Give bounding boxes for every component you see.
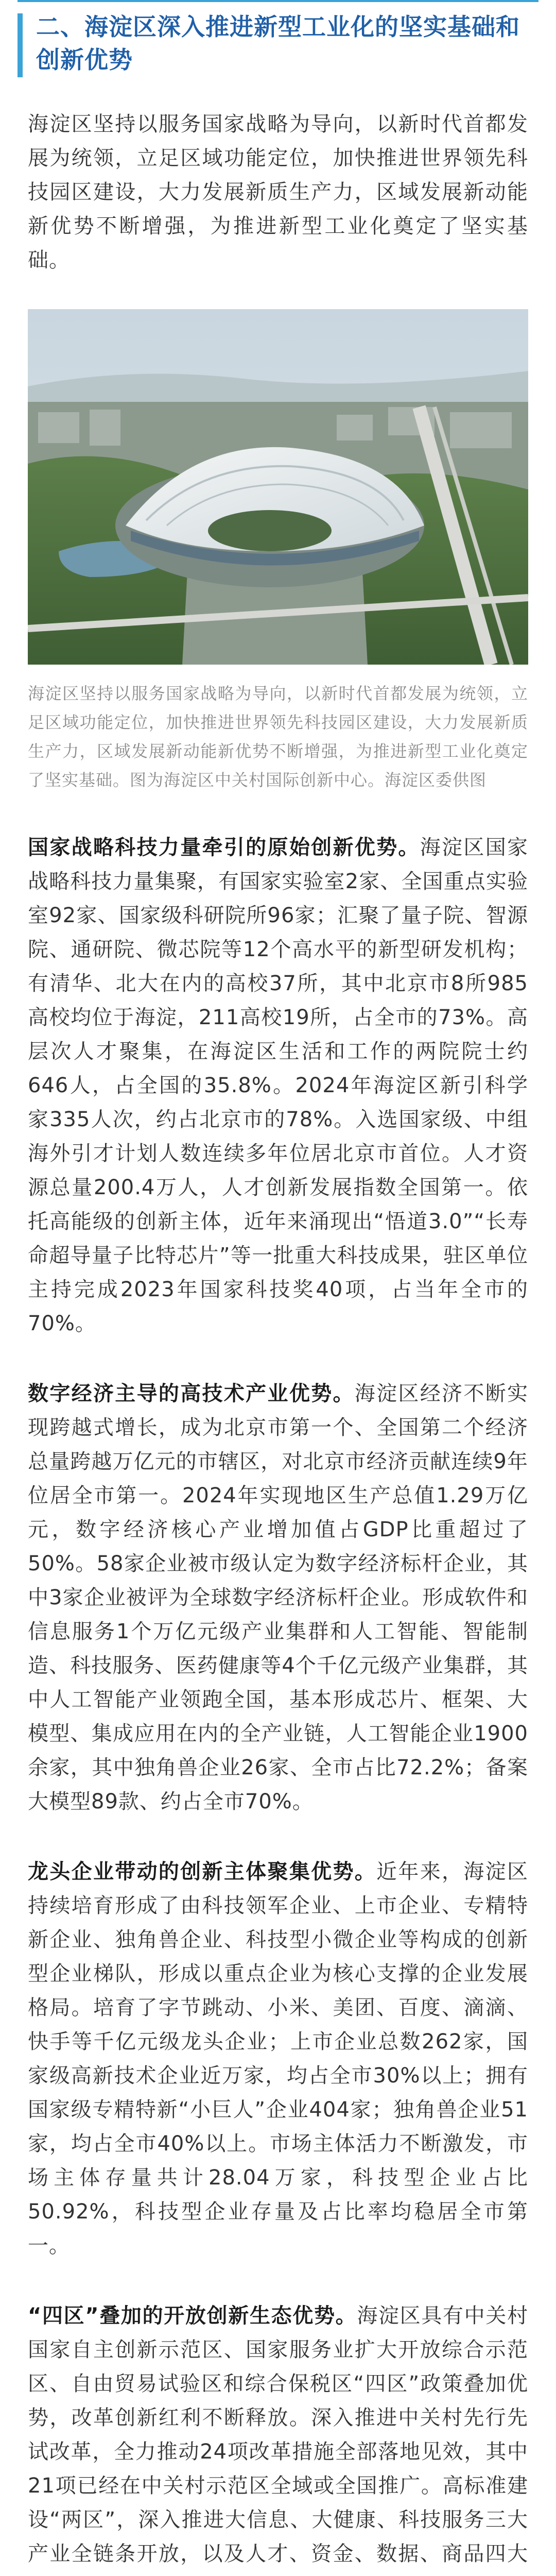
paragraph-body: 海淀区具有中关村国家自主创新示范区、国家服务业扩大开放综合示范区、自由贸易试验区和综合保税区“四区”政策叠加优势，改革创新红利不断释放。深入推进中关村先行先试改革，全力推动24项改革措施全部落地见效，其中21项已经在中关村示范区全域或全国推广。高标准建设“两区”，深入推进大信息、大健康、科技服务三大产业全链条开放，以及人才、资金、数据、商品四大 xyxy=(28,2304,529,2566)
section-accent-bar xyxy=(18,13,23,77)
paragraph-open-innovation xyxy=(28,2299,528,2576)
paragraph-lead: 龙头企业带动的创新主体聚集优势。 xyxy=(28,1860,377,1884)
photo-caption: 海淀区坚持以服务国家战略为导向，以新时代首都发展为统领，立足区域功能定位，加快推进世界领先科技园区建设，大力发展新质生产力，区域发展新动能新优势不断增强，为推进新型工业化奠定了坚实基础。图为海淀区中关村国际创新中心。海淀区委供图 xyxy=(28,684,528,790)
paragraph-lead: 数字经济主导的高技术产业优势。 xyxy=(28,1382,355,1405)
paragraph-original-innovation xyxy=(28,831,528,1341)
paragraph-digital-economy xyxy=(28,1377,528,1819)
aerial-photo-illustration xyxy=(28,309,528,665)
section-title: 二、海淀区深入推进新型工业化的坚实基础和创新优势 xyxy=(36,13,520,74)
paragraph-lead: “四区”叠加的开放创新生态优势。 xyxy=(28,2304,357,2328)
intro-paragraph: 海淀区坚持以服务国家战略为导向，以新时代首都发展为统领，立足区域功能定位，加快推进世界领先科技园区建设，大力发展新质生产力，区域发展新动能新优势不断增强，为推进新型工业化奠定了坚实基础。 xyxy=(28,112,528,272)
paragraph-body: 近年来，海淀区持续培育形成了由科技领军企业、上市企业、专精特新企业、独角兽企业、科技型小微企业等构成的创新型企业梯队，形成以重点企业为核心支撑的企业发展格局。培育了字节跳动、小米、美团、百度、滴滴、快手等千亿元级龙头企业；上市企业总数262家，国家级高新技术企业近万家，均占全市30%以上；拥有国家级专精特新“小巨人”企业404家；独角兽企业51家，均占全市40%以上。市场主体活力不断激发，市场主体存量共计28.04万家，科技型企业占比50.92%，科技型企业存量及占比率均稳居全市第一。 xyxy=(28,1860,529,2258)
photo-zhongguancun-innovation-center xyxy=(28,309,528,665)
paragraph-body: 海淀区经济不断实现跨越式增长，成为北京市第一个、全国第二个经济总量跨越万亿元的市辖区，对北京市经济贡献连续9年位居全市第一。2024年实现地区生产总值1.29万亿元，数字经济核心产业增加值占GDP比重超过了50%。58家企业被市级认定为数字经济标杆企业，其中3家企业被评为全球数字经济标杆企业。形成软件和信息服务1个万亿元级产业集群和人工智能、智能制造、科技服务、医药健康等4个千亿元级产业集群，其中人工智能产业领跑全国，基本形成芯片、框架、大模型、集成应用在内的全产业链，人工智能企业1900余家，其中独角兽企业26家、全市占比72.2%；备案大模型89款、约占全市70%。 xyxy=(28,1382,529,1814)
paragraph-lead: 国家战略科技力量牵引的原始创新优势。 xyxy=(28,836,420,859)
section-header xyxy=(0,2,556,87)
paragraph-leading-enterprises xyxy=(28,1855,528,2263)
paragraph-body: 海淀区国家战略科技力量集聚，有国家实验室2家、全国重点实验室92家、国家级科研院所96家；汇聚了量子院、智源院、通研院、微芯院等12个高水平的新型研发机构；有清华、北大在内的高校37所，其中北京市8所985高校均位于海淀，211高校19所，占全市的73%。高层次人才聚集，在海淀区生活和工作的两院院士约646人，占全国的35.8%。2024年海淀区新引科学家335人次，约占北京市的78%。入选国家级、中组海外引才计划人数连续多年位居北京市首位。人才资源总量200.4万人，人才创新发展指数全国第一。依托高能级的创新主体，近年来涌现出“悟道3.0”“长寿命超导量子比特芯片”等一批重大科技成果，驻区单位主持完成2023年国家科技奖40项，占当年全市的70%。 xyxy=(28,836,529,1335)
